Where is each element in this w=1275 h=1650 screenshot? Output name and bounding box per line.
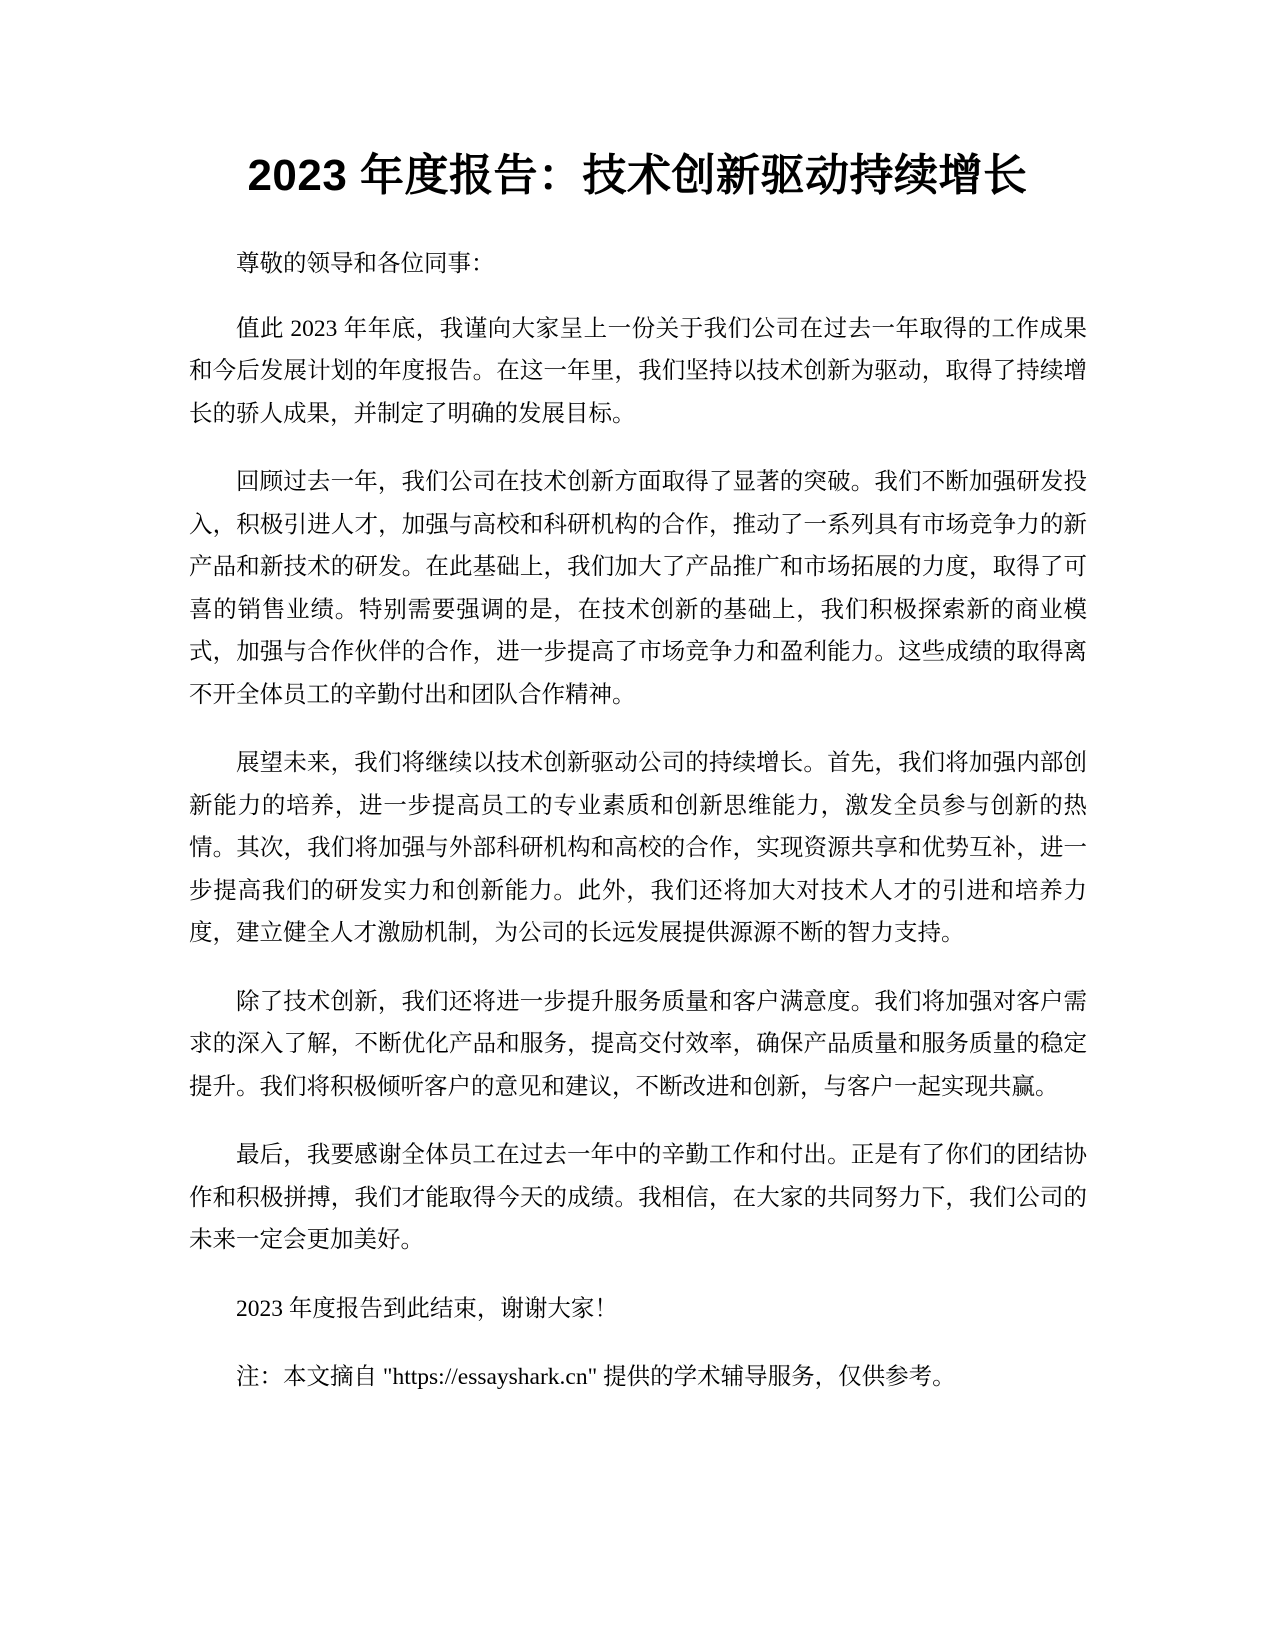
paragraph-intro: 值此 2023 年年底，我谨向大家呈上一份关于我们公司在过去一年取得的工作成果和今后发展计划的年度报告。在这一年里，我们坚持以技术创新为驱动，取得了持续增长的骄人成果，并制定了明确的发展目标。 — [189, 315, 1087, 427]
paragraph-thanks: 最后，我要感谢全体员工在过去一年中的辛勤工作和付出。正是有了你们的团结协作和积极拼搏，我们才能取得今天的成绩。我相信，在大家的共同努力下，我们公司的未来一定会更加美好。 — [189, 1142, 1087, 1253]
paragraph-review: 回顾过去一年，我们公司在技术创新方面取得了显著的突破。我们不断加强研发投入，积极引进人才，加强与高校和科研机构的合作，推动了一系列具有市场竞争力的新产品和新技术的研发。在此基础上，我们加大了产品推广和市场拓展的力度，取得了可喜的销售业绩。特别需要强调的是，在技术创新的基础上，我们积极探索新的商业模式，加强与合作伙伴的合作，进一步提高了市场竞争力和盈利能力。这些成绩的取得离不开全体员工的辛勤付出和团队合作精神。 — [189, 469, 1087, 708]
paragraph-outlook: 展望未来，我们将继续以技术创新驱动公司的持续增长。首先，我们将加强内部创新能力的培养，进一步提高员工的专业素质和创新思维能力，激发全员参与创新的热情。其次，我们将加强与外部科研机构和高校的合作，实现资源共享和优势互补，进一步提高我们的研发实力和创新能力。此外，我们还将加大对技术人才的引进和培养力度，建立健全人才激励机制，为公司的长远发展提供源源不断的智力支持。 — [189, 750, 1087, 946]
source-note: 注：本文摘自 "https://essayshark.cn" 提供的学术辅导服务，仅供参考。 — [236, 1364, 956, 1390]
paragraph-service: 除了技术创新，我们还将进一步提升服务质量和客户满意度。我们将加强对客户需求的深入了解，不断优化产品和服务，提高交付效率，确保产品质量和服务质量的稳定提升。我们将积极倾听客户的意见和建议，不断改进和创新，与客户一起实现共赢。 — [189, 988, 1087, 1100]
document-title: 2023 年度报告：技术创新驱动持续增长 — [247, 151, 1028, 200]
salutation: 尊敬的领导和各位同事： — [236, 251, 495, 277]
document-body — [189, 243, 1087, 1425]
closing-line: 2023 年度报告到此结束，谢谢大家！ — [236, 1295, 618, 1322]
